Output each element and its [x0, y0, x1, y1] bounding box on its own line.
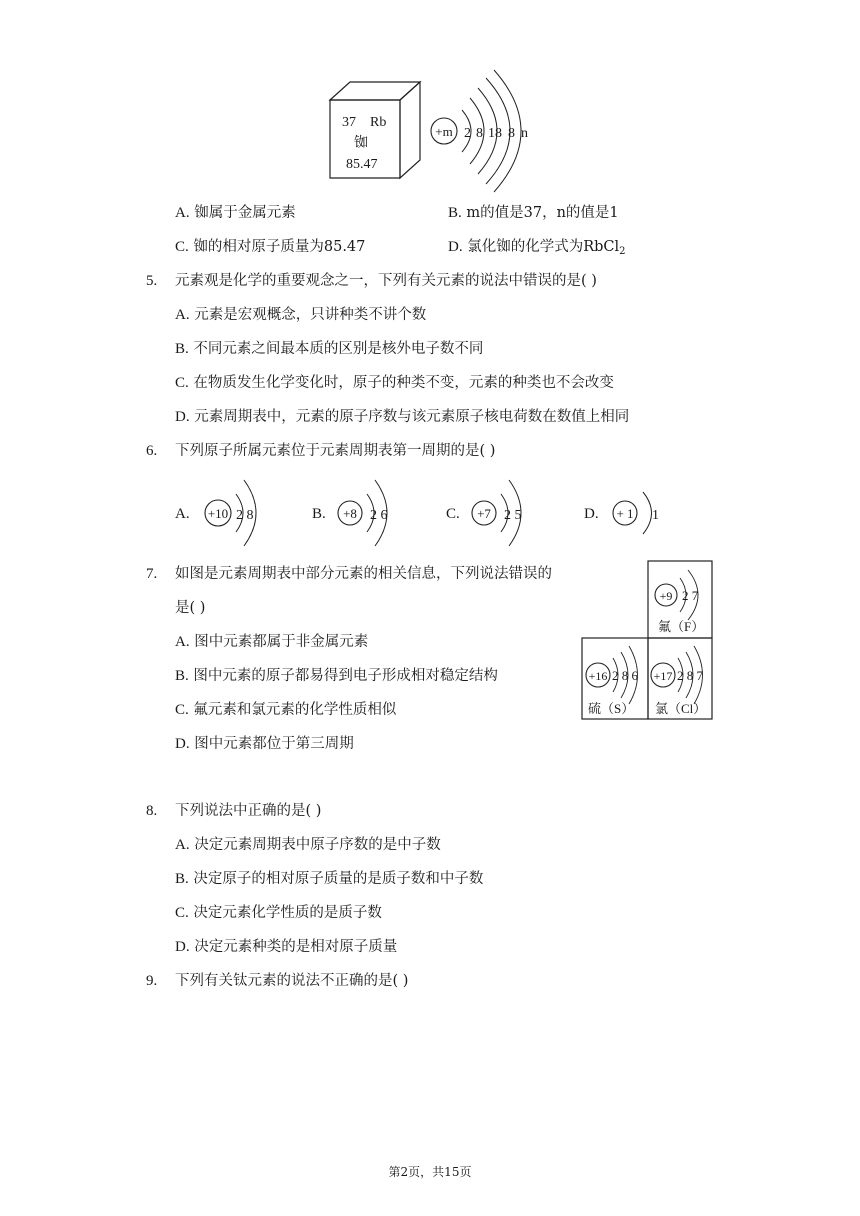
q7-option-a: A. 图中元素都属于非金属元素 [175, 634, 369, 650]
svg-text:+16: +16 [588, 669, 608, 683]
q6-option-c-label: C. [446, 506, 460, 522]
q4-option-a: A. 铷属于金属元素 [175, 205, 296, 221]
card-mass: 85.47 [346, 157, 378, 172]
q7-stem-line1: 如图是元素周期表中部分元素的相关信息，下列说法错误的 [175, 566, 552, 582]
q4-option-b: B. m的值是37，n的值是1 [448, 205, 619, 221]
q4-option-c: C. 铷的相对原子质量为85.47 [175, 239, 366, 255]
svg-text:氯（Cl）: 氯（Cl） [655, 701, 707, 716]
q8-option-b: B. 决定原子的相对原子质量的是质子数和中子数 [175, 871, 484, 887]
q8-number: 8. [146, 803, 158, 819]
q5-number: 5. [146, 273, 158, 289]
q6-b-nucleus-label: +8 [343, 506, 357, 521]
card-name: 铷 [354, 136, 368, 151]
q4-option-d-subscript: 2 [619, 246, 626, 257]
q8-option-d: D. 决定元素种类的是相对原子质量 [175, 939, 398, 955]
page-footer: 第2页，共15页 [388, 1165, 472, 1179]
q7-option-d: D. 图中元素都位于第三周期 [175, 736, 354, 752]
q6-number: 6. [146, 443, 158, 459]
svg-text:氟（F）: 氟（F） [658, 619, 705, 634]
q5-option-a: A. 元素是宏观概念，只讲种类不讲个数 [175, 307, 427, 323]
q6-a-nucleus-label: +10 [207, 506, 229, 521]
q6-c-shells: 2 5 [504, 508, 522, 523]
svg-text:+9: +9 [659, 589, 673, 603]
q8-option-c: C. 决定元素化学性质的是质子数 [175, 905, 382, 921]
q7-option-c: C. 氟元素和氯元素的化学性质相似 [175, 702, 397, 718]
q4-option-d: D. 氯化铷的化学式为RbCl$_2$ [448, 239, 626, 257]
q7-stem-line2: 是( ) [175, 600, 206, 616]
q9-stem: 下列有关钛元素的说法不正确的是( ) [175, 973, 409, 989]
q5-stem: 元素观是化学的重要观念之一，下列有关元素的说法中错误的是( ) [175, 273, 597, 289]
shell-1: 2 [464, 126, 471, 141]
q4-option-b-text: m的值是37，n的值是1 [466, 205, 619, 221]
q6-c-nucleus-label: +7 [477, 506, 491, 521]
q4-option-d-text: 氯化铷的化学式为RbCl [467, 239, 620, 255]
q6-stem: 下列原子所属元素位于元素周期表第一周期的是( ) [175, 443, 496, 459]
shell-3: 18 [488, 126, 502, 141]
q6-b-shells: 2 6 [370, 508, 388, 523]
shell-4: 8 [508, 126, 515, 141]
rubidium-figure [320, 60, 540, 195]
cell-fluorine [655, 570, 704, 634]
q7-option-b: B. 图中元素的原子都易得到电子形成相对稳定结构 [175, 668, 498, 684]
q8-stem: 下列说法中正确的是( ) [175, 803, 322, 819]
q6-option-a-label: A. [175, 506, 190, 522]
svg-text:硫（S）: 硫（S） [588, 701, 635, 716]
cell-sulfur [586, 646, 639, 716]
shell-2: 8 [476, 126, 483, 141]
q4-option-c-text: 铷的相对原子质量为85.47 [193, 239, 366, 255]
card-number: 37 [342, 115, 356, 130]
svg-text:2 8 7: 2 8 7 [677, 668, 703, 683]
q6-d-shell-arcs [643, 492, 652, 534]
nucleus-label: +m [435, 124, 453, 139]
q8-option-a: A. 决定元素周期表中原子序数的是中子数 [175, 837, 441, 853]
q6-d-nucleus-label: + 1 [616, 506, 634, 521]
svg-text:2 8 6: 2 8 6 [612, 668, 638, 683]
q6-d-shells: 1 [652, 508, 659, 523]
q5-option-d: D. 元素周期表中，元素的原子序数与该元素原子核电荷数在数值上相同 [175, 409, 630, 425]
q6-options-diagrams [170, 472, 690, 552]
q5-option-c: C. 在物质发生化学变化时，原子的种类不变，元素的种类也不会改变 [175, 375, 614, 391]
q6-option-d-label: D. [584, 506, 599, 522]
shell-5: n [521, 126, 528, 141]
q7-number: 7. [146, 566, 158, 582]
q5-option-b: B. 不同元素之间最本质的区别是核外电子数不同 [175, 341, 484, 357]
cell-chlorine [651, 646, 706, 716]
card-symbol: Rb [370, 115, 387, 130]
q6-option-b-label: B. [312, 506, 326, 522]
svg-text:2 7: 2 7 [682, 588, 699, 603]
svg-text:+17: +17 [653, 669, 673, 683]
q9-number: 9. [146, 973, 158, 989]
q7-periodic-table-fragment [578, 558, 718, 724]
q6-a-shells: 2 8 [236, 508, 254, 523]
q4-option-a-text: 铷属于金属元素 [194, 205, 296, 221]
